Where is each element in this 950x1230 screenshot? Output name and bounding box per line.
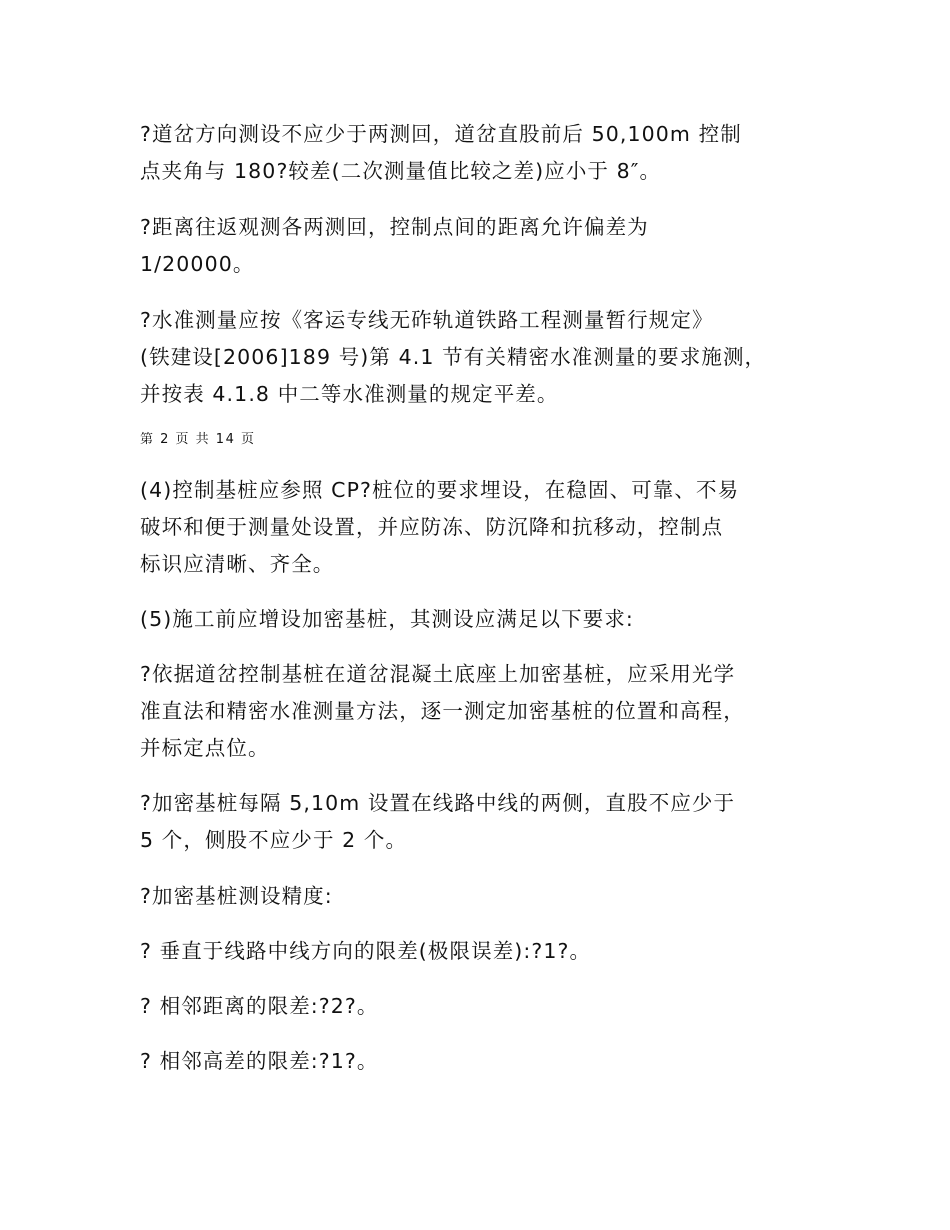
paragraph-densification-requirements (140, 601, 830, 638)
paragraph-control-stakes (140, 472, 830, 583)
text-line: ? 垂直于线路中线方向的限差(极限误差):?1?。 (140, 939, 592, 963)
text-line: 并按表 4.1.8 中二等水准测量的规定平差。 (140, 382, 559, 406)
paragraph-leveling (140, 302, 830, 413)
text-line: ?道岔方向测设不应少于两测回，道岔直股前后 50,100m 控制 (140, 122, 742, 146)
text-line: ? 相邻高差的限差:?1?。 (140, 1049, 379, 1073)
text-line: 点夹角与 180?较差(二次测量值比较之差)应小于 8″。 (140, 159, 662, 183)
paragraph-densification-method (140, 656, 830, 767)
text-line: ?加密基桩每隔 5,10m 设置在线路中线的两侧，直股不应少于 (140, 791, 736, 815)
paragraph-adjacent-height-tolerance (140, 1043, 830, 1080)
text-line: ?加密基桩测设精度: (140, 884, 333, 908)
text-line: 5 个，侧股不应少于 2 个。 (140, 828, 408, 852)
paragraph-turnout-direction (140, 116, 830, 190)
text-line: 1/20000。 (140, 252, 255, 276)
text-line: (5)施工前应增设加密基桩，其测设应满足以下要求: (140, 607, 634, 631)
text-line: (4)控制基桩应参照 CP?桩位的要求埋设，在稳固、可靠、不易 (140, 478, 740, 502)
text-line: 并标定点位。 (140, 736, 270, 760)
page-number: 第 2 页 共 14 页 (140, 432, 256, 447)
paragraph-adjacent-distance-tolerance (140, 988, 830, 1025)
paragraph-densification-accuracy (140, 878, 830, 915)
text-line: 破坏和便于测量处设置，并应防冻、防沉降和抗移动，控制点 (140, 515, 724, 539)
paragraph-perpendicular-tolerance (140, 933, 830, 970)
text-line: (铁建设[2006]189 号)第 4.1 节有关精密水准测量的要求施测， (140, 345, 767, 369)
text-line: 准直法和精密水准测量方法，逐一测定加密基桩的位置和高程， (140, 699, 745, 723)
text-line: ? 相邻距离的限差:?2?。 (140, 994, 379, 1018)
text-line: ?水准测量应按《客运专线无砟轨道铁路工程测量暂行规定》 (140, 308, 714, 332)
text-line: ?依据道岔控制基桩在道岔混凝土底座上加密基桩，应采用光学 (140, 662, 736, 686)
text-line: 标识应清晰、齐全。 (140, 552, 335, 576)
paragraph-densification-spacing (140, 785, 830, 859)
text-line: ?距离往返观测各两测回，控制点间的距离允许偏差为 (140, 215, 649, 239)
paragraph-distance-measurement (140, 209, 830, 283)
